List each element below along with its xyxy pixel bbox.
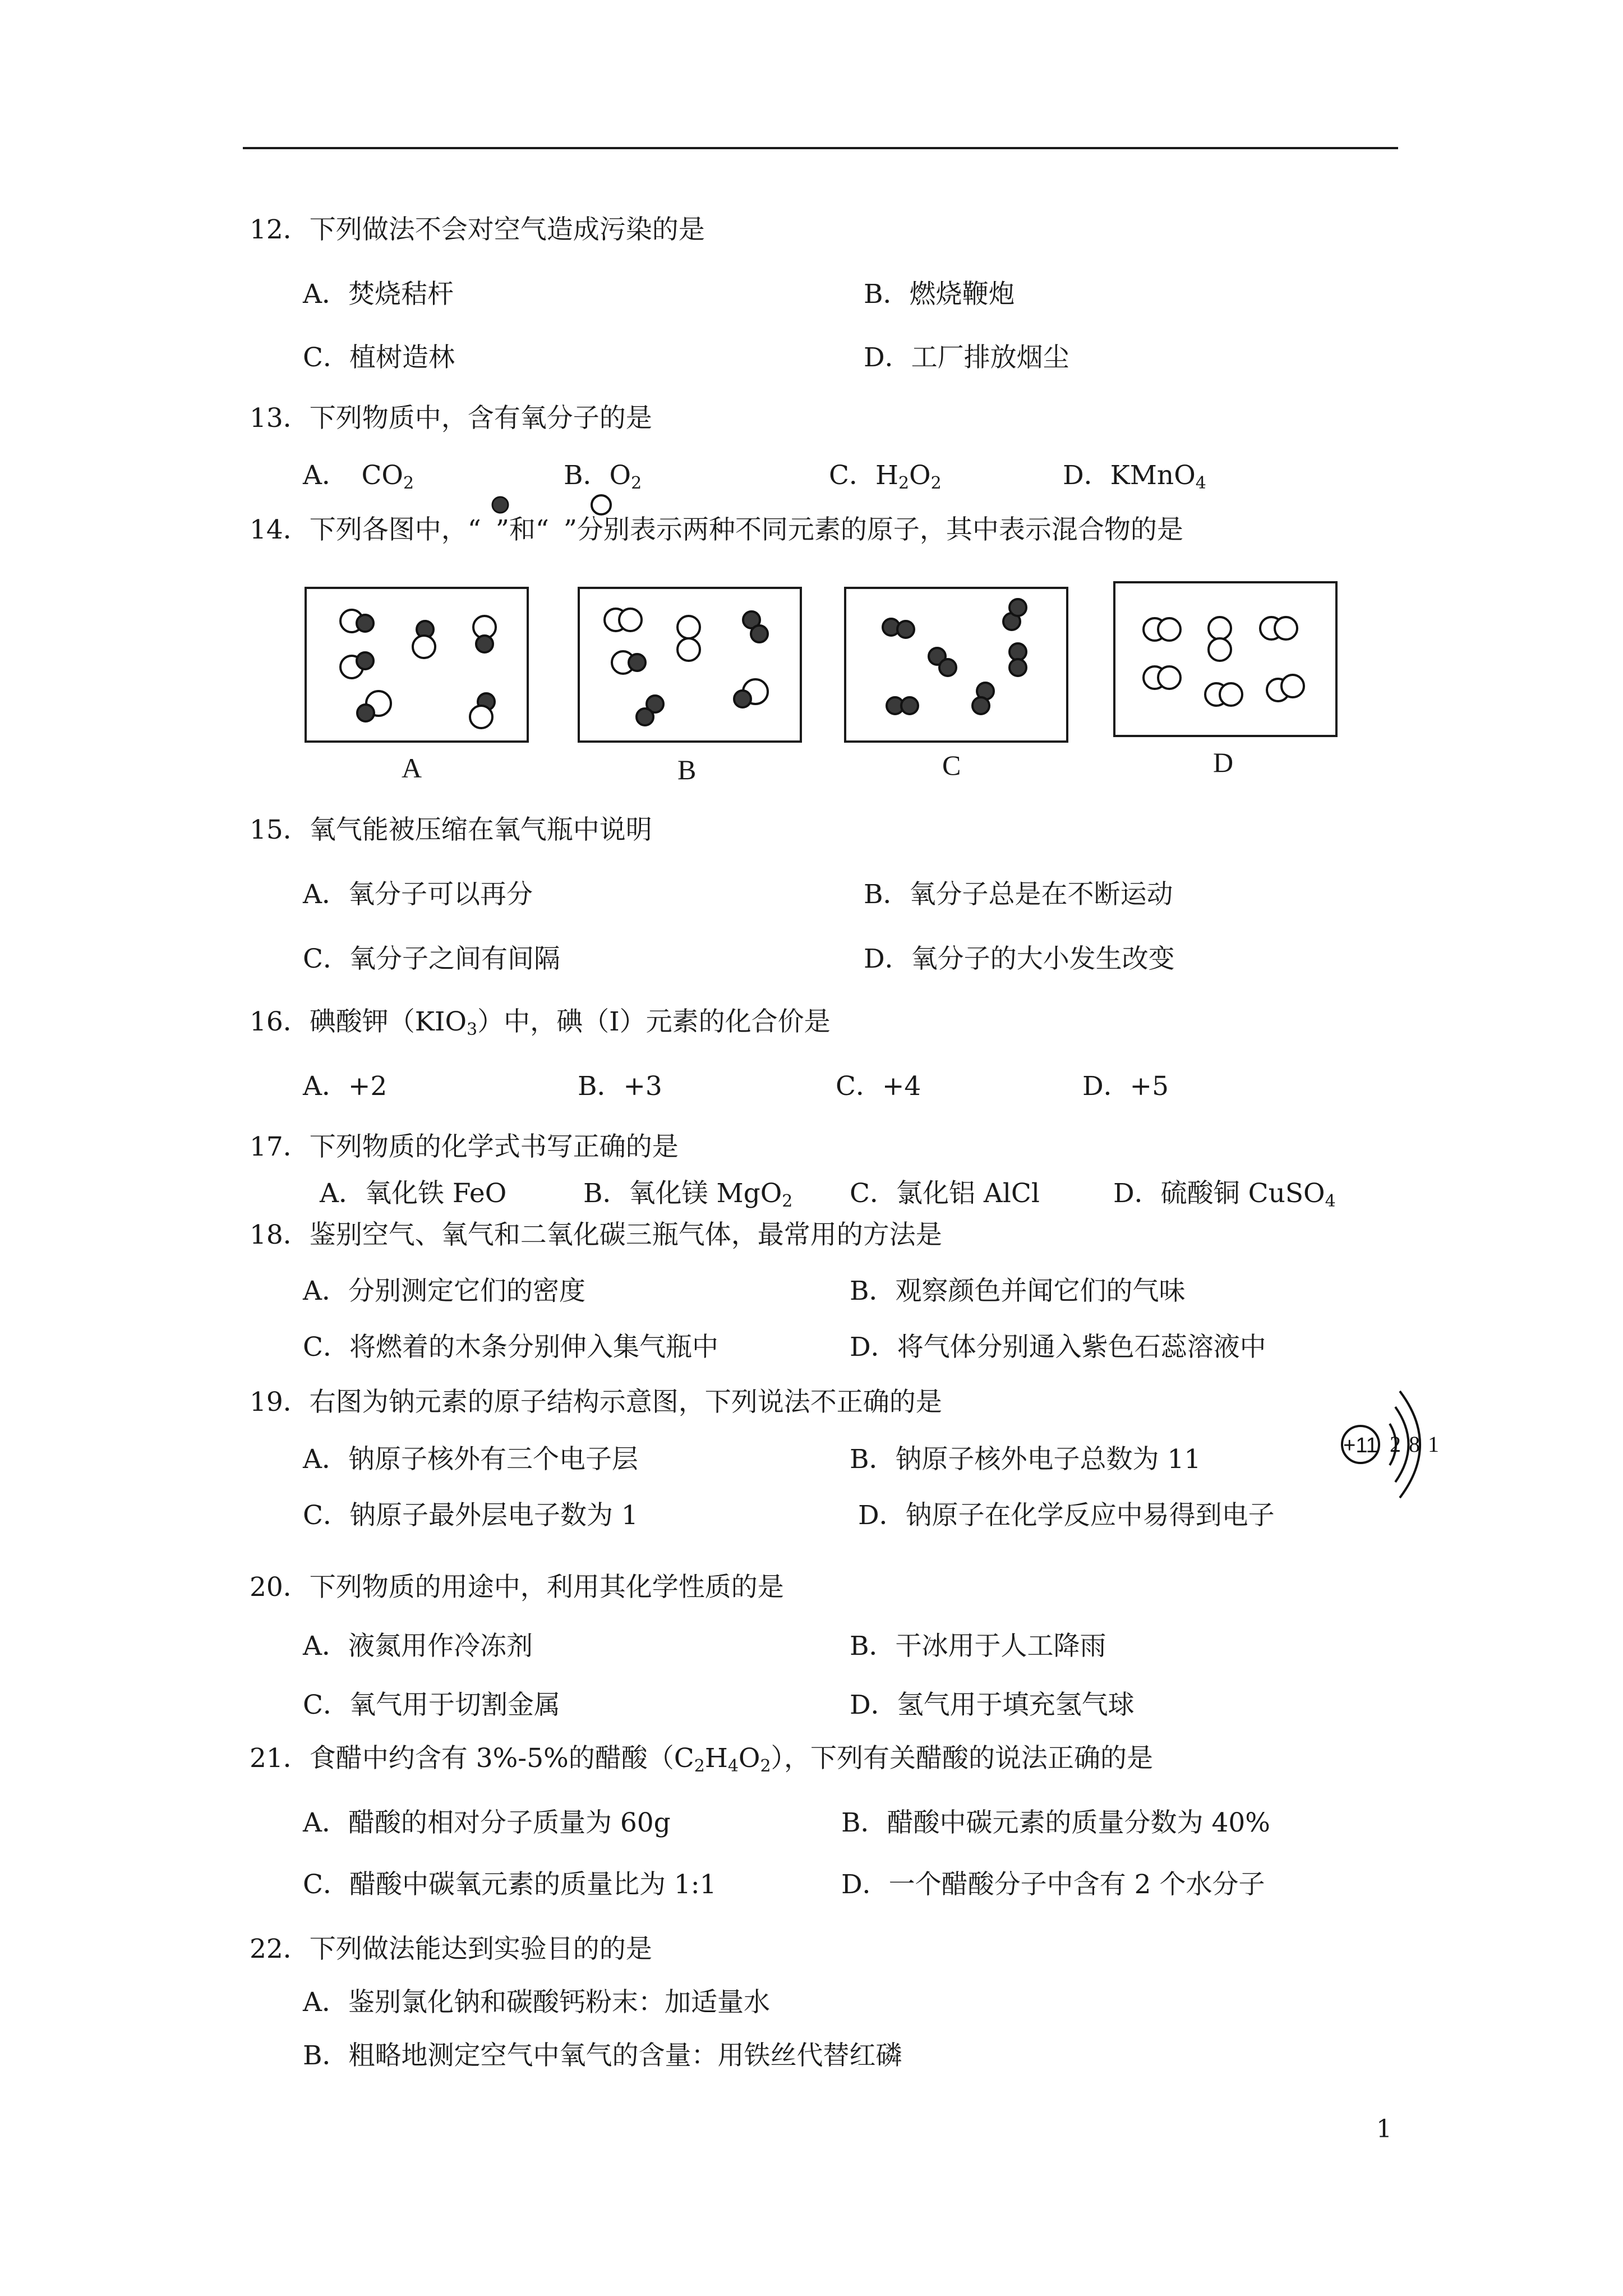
q17-option-a: A．氧化铁 FeO (320, 1178, 507, 1209)
q17-option-b: B．氧化镁 MgO$_2$ (583, 1178, 793, 1211)
q16-option-b: B．+3 (578, 1071, 662, 1102)
q17-stem: 17．下列物质的化学式书写正确的是 (250, 1131, 679, 1162)
q21-option-a: A．醋酸的相对分子质量为 60g (303, 1807, 671, 1838)
q18-option-c: C．将燃着的木条分别伸入集气瓶中 (303, 1332, 718, 1363)
q19-stem: 19．右图为钠元素的原子结构示意图，下列说法不正确的是 (250, 1387, 942, 1418)
q15-option-a: A．氧分子可以再分 (303, 879, 533, 910)
diagram-label-c: C (942, 749, 961, 781)
shell-3-electrons: 1 (1428, 1432, 1439, 1457)
q19-option-a: A．钠原子核外有三个电子层 (303, 1444, 638, 1475)
nucleus-charge: +11 (1343, 1434, 1378, 1457)
q20-stem: 20．下列物质的用途中，利用其化学性质的是 (250, 1572, 784, 1603)
q14-stem: 14．下列各图中，“ ”和“ ”分别表示两种不同元素的原子，其中表示混合物的是 (250, 514, 1183, 545)
q21-stem: 21．食醋中约含有 3%-5%的醋酸$(C_2H_4O_2)$，下列有关醋酸的说法正确的是 (250, 1743, 1154, 1776)
q15-stem: 15．氧气能被压缩在氧气瓶中说明 (250, 815, 652, 845)
q13-stem: 13．下列物质中，含有氧分子的是 (250, 403, 652, 434)
q13-option-d: D．KMnO$_4$ (1063, 460, 1206, 493)
q20-option-c: C．氧气用于切割金属 (303, 1690, 560, 1720)
q15-option-c: C．氧分子之间有间隔 (303, 944, 560, 974)
q22-option-b: B．粗略地测定空气中氧气的含量：用铁丝代替红磷 (303, 2040, 902, 2071)
diagram-label-a: A (402, 752, 422, 784)
q13-option-b: B．$O_2$ (564, 460, 642, 493)
diagram-label-d: D (1213, 747, 1234, 778)
q18-option-a: A．分别测定它们的密度 (303, 1276, 585, 1306)
shell-2-electrons: 8 (1409, 1432, 1420, 1457)
white-atom-legend-icon (589, 493, 614, 517)
q20-option-b: B．干冰用于人工降雨 (850, 1631, 1106, 1662)
q12-option-a: A．焚烧秸杆 (303, 279, 454, 310)
mixture-diagram-d (1113, 581, 1338, 737)
shell-1-electrons: 2 (1390, 1432, 1401, 1457)
q17-option-d: D．硫酸铜 CuSO$_4$ (1113, 1178, 1336, 1211)
q19-option-d: D．钠原子在化学反应中易得到电子 (858, 1500, 1275, 1531)
q12-option-b: B．燃烧鞭炮 (864, 279, 1015, 310)
q21-option-b: B．醋酸中碳元素的质量分数为 40% (841, 1807, 1270, 1838)
sodium-atom-diagram (1334, 1374, 1468, 1509)
q22-option-a: A．鉴别氯化钠和碳酸钙粉末：加适量水 (303, 1987, 770, 2018)
q12-option-c: C．植树造林 (303, 342, 455, 373)
q21-option-d: D．一个醋酸分子中含有 2 个水分子 (841, 1869, 1265, 1900)
page-number: 1 (1376, 2115, 1392, 2143)
q16-option-d: D．+5 (1082, 1071, 1169, 1102)
q12-option-d: D．工厂排放烟尘 (864, 342, 1069, 373)
q16-option-a: A．+2 (303, 1071, 388, 1102)
q13-option-c: C．$H_2O_2$ (829, 460, 942, 493)
dark-atom-legend-icon (489, 494, 511, 516)
q13-option-a: A． $CO_2$ (303, 460, 414, 493)
q15-option-b: B．氧分子总是在不断运动 (864, 879, 1173, 910)
mixture-diagram-c (844, 587, 1068, 743)
mixture-diagram-a (305, 587, 529, 743)
q19-option-b: B．钠原子核外电子总数为 11 (850, 1444, 1201, 1475)
header-rule (243, 147, 1398, 149)
q20-option-a: A．液氮用作冷冻剂 (303, 1631, 533, 1662)
diagram-label-b: B (677, 754, 697, 785)
q16-stem: 16．碘酸钾$(KIO_3)$中，碘（I）元素的化合价是 (250, 1006, 831, 1039)
q19-option-c: C．钠原子最外层电子数为 1 (303, 1500, 638, 1531)
q18-stem: 18．鉴别空气、氧气和二氧化碳三瓶气体，最常用的方法是 (250, 1220, 942, 1250)
q16-option-c: C．+4 (836, 1071, 921, 1102)
q21-option-c: C．醋酸中碳氧元素的质量比为 1:1 (303, 1869, 717, 1900)
q15-option-d: D．氧分子的大小发生改变 (864, 944, 1175, 974)
q18-option-d: D．将气体分别通入紫色石蕊溶液中 (850, 1332, 1266, 1363)
q20-option-d: D．氢气用于填充氢气球 (850, 1690, 1135, 1720)
q17-option-c: C．氯化铝 AlCl (850, 1178, 1040, 1209)
q12-stem: 12．下列做法不会对空气造成污染的是 (250, 214, 705, 245)
q22-stem: 22．下列做法能达到实验目的的是 (250, 1934, 652, 1964)
q18-option-b: B．观察颜色并闻它们的气味 (850, 1276, 1186, 1306)
mixture-diagram-b (578, 587, 802, 743)
